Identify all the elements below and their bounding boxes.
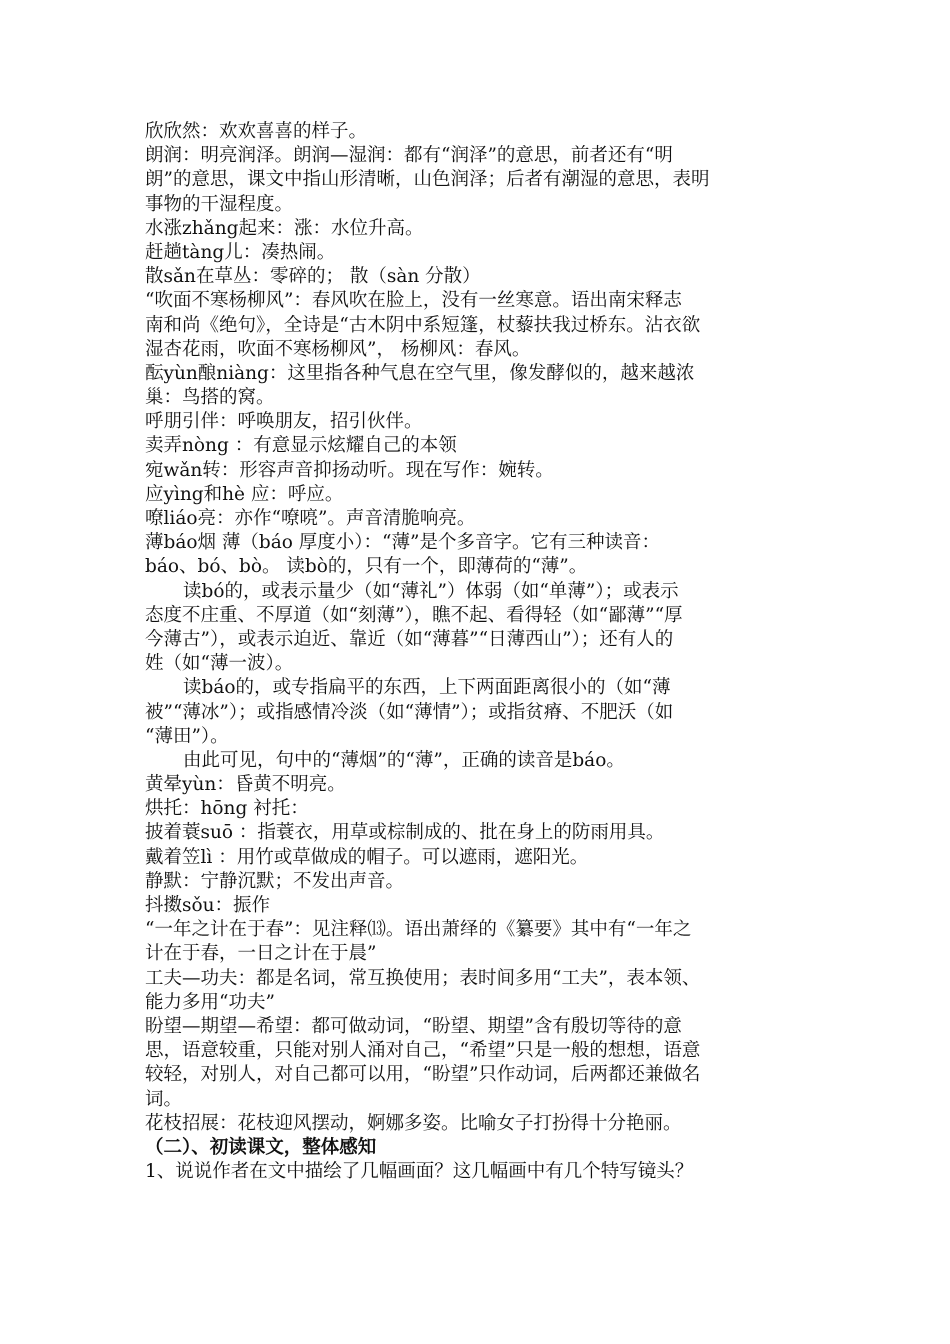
text-line: 巢：鸟搭的窝。 <box>145 387 275 409</box>
text-line: 工夫—功夫：都是名词，常互换使用；表时间多用“工夫”，表本领、 <box>145 967 701 989</box>
text-line: báo、bó、bò。 读bò的，只有一个，即薄荷的“薄”。 <box>145 556 588 578</box>
text-line: 抖擞sǒu：振作 <box>145 895 271 916</box>
text-line: 赶趟tàng儿：凑热闹。 <box>145 241 336 263</box>
text-line: 读bó的，或表示量少（如“薄礼”）体弱（如“单薄”）；或表示 <box>183 580 679 602</box>
text-line: 应yìng和hè 应：呼应。 <box>145 483 344 505</box>
section-heading: （二）、初读课文，整体感知 <box>145 1136 377 1158</box>
text-line: 词。 <box>145 1088 183 1110</box>
text-line: 较轻，对别人，对自己都可以用，“盼望”只作动词，后两都还兼做名 <box>145 1064 701 1086</box>
text-line: 宛wǎn转：形容声音抑扬动听。现在写作：婉转。 <box>145 459 554 481</box>
text-line: 由此可见，句中的“薄烟”的“薄”，正确的读音是báo。 <box>183 749 625 771</box>
text-line: 思，语意较重，只能对别人涌对自己，“希望”只是一般的想想，语意 <box>145 1040 701 1062</box>
text-line: 卖弄nòng ：有意显示炫耀自己的本领 <box>145 435 457 457</box>
text-line: 散sǎn在草丛：零碎的； 散（sàn 分散） <box>145 266 481 288</box>
text-line: 态度不庄重、不厚道（如“刻薄”），瞧不起、看得轻（如“鄙薄”“厚 <box>145 604 683 626</box>
text-line: 薄báo烟 薄（báo 厚度小）：“薄”是个多音字。它有三种读音： <box>145 532 660 554</box>
text-line: 盼望—期望—希望：都可做动词，“盼望、期望”含有殷切等待的意 <box>145 1015 682 1037</box>
text-line: 事物的干湿程度。 <box>145 193 294 215</box>
text-line: 烘托：hōng 衬托： <box>145 798 309 820</box>
text-line: “一年之计在于春”：见注释⒀。语出萧绎的《纂要》其中有“一年之 <box>145 919 692 941</box>
text-line: 能力多用“功夫” <box>145 991 275 1013</box>
text-line: 黄晕yùn：昏黄不明亮。 <box>145 774 346 796</box>
text-line: 南和尚《绝句》，全诗是“古木阴中系短篷，杖藜扶我过桥东。沾衣欲 <box>145 314 701 336</box>
text-line: 呼朋引伴：呼唤朋友，招引伙伴。 <box>145 411 423 433</box>
text-line: 戴着笠lì ：用竹或草做成的帽子。可以遮雨，遮阳光。 <box>145 846 589 868</box>
text-line: 朗润：明亮润泽。朗润—湿润：都有“润泽”的意思，前者还有“明 <box>145 145 673 167</box>
document-body <box>145 120 810 1184</box>
text-line: 披着蓑suō ：指蓑衣，用草或棕制成的、批在身上的防雨用具。 <box>145 822 665 844</box>
text-line: 水涨zhǎng起来：涨：水位升高。 <box>145 217 424 239</box>
text-line: 欣欣然：欢欢喜喜的样子。 <box>145 121 368 142</box>
text-line: 朗”的意思，课文中指山形清晰，山色润泽；后者有潮湿的意思，表明 <box>145 169 710 191</box>
text-line: 湿杏花雨，吹面不寒杨柳风”， 杨柳风：春风。 <box>145 338 531 360</box>
text-line: 嘹liáo亮：亦作“嘹喨”。声音清脆响亮。 <box>145 508 476 529</box>
text-line: 今薄古”），或表示迫近、靠近（如“薄暮”“日薄西山”）；还有人的 <box>145 628 674 650</box>
text-line: 姓（如“薄一波）。 <box>145 653 294 675</box>
text-line: 计在于春，一日之计在于晨” <box>145 943 377 965</box>
text-line: 花枝招展：花枝迎风摆动，婀娜多姿。比喻女子打扮得十分艳丽。 <box>145 1112 682 1134</box>
text-line: “薄田”）。 <box>145 725 229 747</box>
text-line: 静默：宁静沉默；不发出声音。 <box>145 870 405 892</box>
text-line: 被”“薄冰”）；或指感情冷淡（如“薄情”）；或指贫瘠、不肥沃（如 <box>145 701 674 723</box>
text-line: 酝yùn酿niàng：这里指各种气息在空气里，像发酵似的，越来越浓 <box>145 362 695 384</box>
text-line: “吹面不寒杨柳风”：春风吹在脸上，没有一丝寒意。语出南宋释志 <box>145 290 682 312</box>
text-line: 1、说说作者在文中描绘了几幅画面？这几幅画中有几个特写镜头？ <box>145 1161 694 1183</box>
text-line: 读báo的，或专指扁平的东西，上下两面距离很小的（如“薄 <box>183 677 671 699</box>
